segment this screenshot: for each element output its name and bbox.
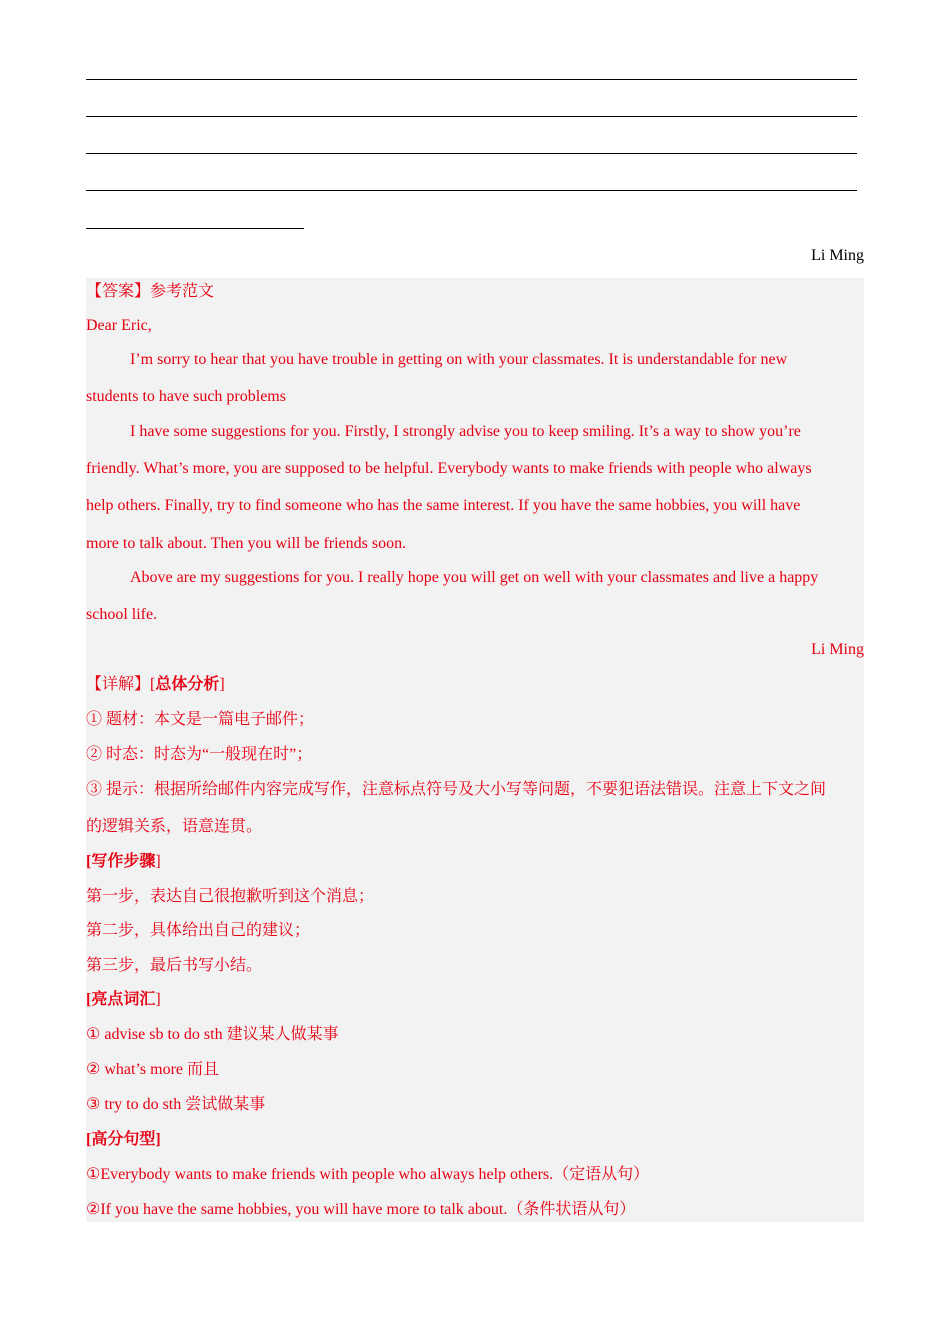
detail-header bbox=[86, 675, 225, 695]
detail-header-prefix: 【详解】[ bbox=[86, 676, 156, 693]
letter-greeting: Dear Eric, bbox=[86, 317, 152, 334]
writing-line-1 bbox=[86, 79, 857, 80]
detail-header-title: 总体分析 bbox=[155, 676, 220, 693]
letter-paragraph-2-line-3: help others. Finally, try to find someone who has the same interest. If you have the same hobbies, you will have bbox=[86, 497, 801, 514]
letter-paragraph-1-line-1: I’m sorry to hear that you have trouble in getting on with your classmates. It is understandable for new bbox=[130, 351, 788, 368]
vocab-header-suffix: ] bbox=[155, 991, 161, 1008]
answer-header: 【答案】参考范文 bbox=[86, 283, 215, 300]
analysis-item-3-line-2: 的逻辑关系，语意连贯。 bbox=[86, 818, 263, 835]
letter-paragraph-2-line-1: I have some suggestions for you. Firstly, I strongly advise you to keep smiling. It’s a way to show you’re bbox=[130, 423, 801, 440]
letter-paragraph-2-line-2: friendly. What’s more, you are supposed to be helpful. Everybody wants to make friends with people who always bbox=[86, 460, 812, 477]
detail-header-suffix: ] bbox=[219, 676, 225, 693]
letter-paragraph-2-line-4: more to talk about. Then you will be friends soon. bbox=[86, 535, 407, 552]
steps-header-suffix: ] bbox=[155, 853, 161, 870]
writing-line-5 bbox=[86, 228, 304, 229]
sentence-item-2: ②If you have the same hobbies, you will have more to talk about.（条件状语从句） bbox=[86, 1201, 636, 1218]
writing-line-3 bbox=[86, 153, 857, 154]
analysis-item-1: ① 题材：本文是一篇电子邮件； bbox=[86, 711, 315, 728]
steps-header-title: [写作步骤 bbox=[86, 853, 156, 870]
vocab-header bbox=[86, 990, 161, 1010]
steps-header bbox=[86, 852, 161, 872]
letter-paragraph-1-line-2: students to have such problems bbox=[86, 388, 286, 405]
vocab-item-3: ③ try to do sth 尝试做某事 bbox=[86, 1096, 266, 1113]
answer-section bbox=[86, 278, 864, 1222]
letter-paragraph-3-line-1: Above are my suggestions for you. I really hope you will get on well with your classmates and live a happy bbox=[130, 569, 819, 586]
step-1: 第一步，表达自己很抱歉听到这个消息； bbox=[86, 888, 375, 905]
step-2: 第二步，具体给出自己的建议； bbox=[86, 922, 311, 939]
signature-top: Li Ming bbox=[811, 247, 864, 264]
writing-line-4 bbox=[86, 190, 857, 191]
letter-paragraph-3-line-2: school life. bbox=[86, 606, 158, 623]
analysis-item-2: ② 时态：时态为“一般现在时”； bbox=[86, 746, 313, 763]
letter-signature: Li Ming bbox=[811, 641, 864, 658]
writing-line-2 bbox=[86, 116, 857, 117]
analysis-item-3-line-1: ③ 提示：根据所给邮件内容完成写作，注意标点符号及大小写等问题，不要犯语法错误。注意上下文之间 bbox=[86, 781, 827, 798]
vocab-header-title: [亮点词汇 bbox=[86, 991, 156, 1008]
sentences-header: [高分句型] bbox=[86, 1131, 161, 1148]
vocab-item-2: ② what’s more 而且 bbox=[86, 1061, 219, 1078]
vocab-item-1: ① advise sb to do sth 建议某人做某事 bbox=[86, 1026, 339, 1043]
step-3: 第三步，最后书写小结。 bbox=[86, 957, 263, 974]
sentence-item-1: ①Everybody wants to make friends with people who always help others.（定语从句） bbox=[86, 1166, 650, 1183]
